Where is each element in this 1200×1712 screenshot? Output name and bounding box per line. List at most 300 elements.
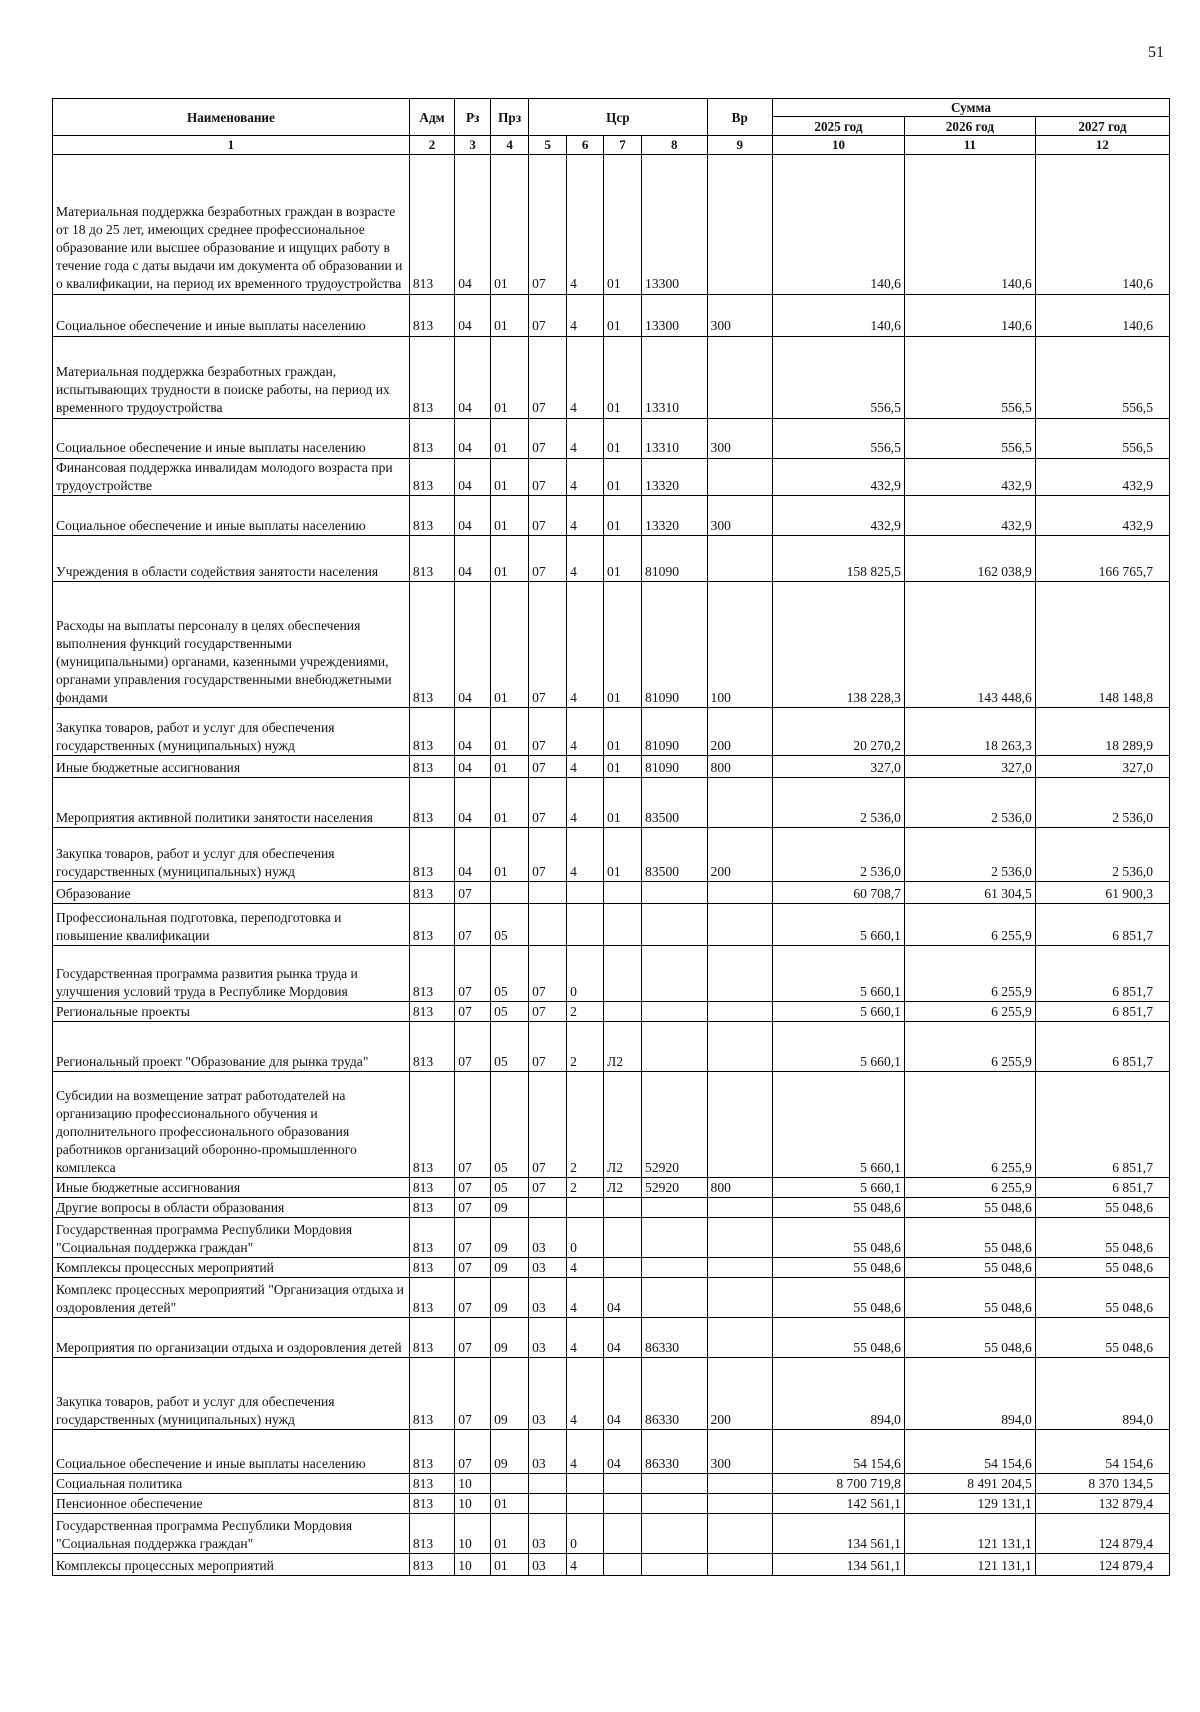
table-cell-sum-2027: 432,9 (1035, 496, 1169, 536)
table-cell-csr-direction (642, 1022, 707, 1072)
table-cell-adm: 813 (409, 1318, 454, 1358)
table-cell-adm: 813 (409, 1514, 454, 1554)
table-body (53, 136, 1170, 1576)
table-cell-csr-program: 03 (529, 1278, 567, 1318)
table-cell-prz (491, 1474, 529, 1494)
table-row (53, 904, 1170, 946)
table-cell-rz: 10 (455, 1554, 491, 1576)
table-cell-sum-2026: 140,6 (904, 154, 1035, 294)
column-number: 5 (529, 136, 567, 154)
column-number: 8 (642, 136, 707, 154)
table-cell-csr-type: 4 (567, 582, 604, 708)
table-cell-sum-2026: 556,5 (904, 418, 1035, 458)
table-cell-prz: 01 (491, 756, 529, 778)
table-cell-csr-program: 07 (529, 418, 567, 458)
table-cell-prz: 09 (491, 1430, 529, 1474)
table-cell-csr-subprogram (604, 1002, 642, 1022)
table-cell-sum-2027: 6 851,7 (1035, 1178, 1169, 1198)
table-cell-csr-program: 07 (529, 778, 567, 828)
table-cell-sum-2026: 162 038,9 (904, 536, 1035, 582)
table-cell-csr-direction: 52920 (642, 1178, 707, 1198)
table-cell-vr: 800 (707, 756, 772, 778)
table-cell-vr (707, 1474, 772, 1494)
table-cell-csr-type: 0 (567, 1218, 604, 1258)
table-cell-csr-program: 07 (529, 756, 567, 778)
table-cell-name: Иные бюджетные ассигнования (53, 756, 410, 778)
table-cell-rz: 04 (455, 336, 491, 418)
table-cell-csr-direction (642, 1474, 707, 1494)
table-cell-sum-2025: 55 048,6 (772, 1198, 904, 1218)
table-cell-sum-2026: 6 255,9 (904, 1022, 1035, 1072)
table-cell-name: Социальное обеспечение и иные выплаты населению (53, 496, 410, 536)
table-row (53, 1494, 1170, 1514)
table-cell-csr-type: 4 (567, 1358, 604, 1430)
table-cell-vr: 300 (707, 496, 772, 536)
table-cell-sum-2025: 134 561,1 (772, 1554, 904, 1576)
table-cell-sum-2025: 5 660,1 (772, 1178, 904, 1198)
table-row (53, 1218, 1170, 1258)
table-cell-csr-type: 4 (567, 1430, 604, 1474)
table-cell-vr (707, 1494, 772, 1514)
table-cell-csr-direction: 81090 (642, 756, 707, 778)
table-cell-csr-program: 03 (529, 1514, 567, 1554)
table-cell-csr-subprogram: 01 (604, 336, 642, 418)
table-cell-csr-program: 07 (529, 154, 567, 294)
table-cell-csr-type: 4 (567, 458, 604, 496)
table-cell-sum-2027: 148 148,8 (1035, 582, 1169, 708)
table-cell-csr-program: 03 (529, 1218, 567, 1258)
table-row (53, 582, 1170, 708)
table-cell-rz: 07 (455, 1022, 491, 1072)
table-row (53, 778, 1170, 828)
table-cell-csr-direction: 13320 (642, 458, 707, 496)
table-cell-sum-2025: 5 660,1 (772, 1022, 904, 1072)
table-cell-rz: 04 (455, 582, 491, 708)
table-cell-name: Государственная программа развития рынка труда и улучшения условий труда в Республике Мордовия (53, 946, 410, 1002)
table-cell-rz: 07 (455, 1430, 491, 1474)
table-cell-name: Расходы на выплаты персоналу в целях обеспечения выполнения функций государственными (муниципальными) органами, казенными учреждениями, органами управления государственными внебюджетными фондами (53, 582, 410, 708)
table-cell-prz: 01 (491, 496, 529, 536)
table-row (53, 882, 1170, 904)
table-cell-rz: 07 (455, 1318, 491, 1358)
table-cell-csr-subprogram: 01 (604, 458, 642, 496)
table-cell-csr-type (567, 1474, 604, 1494)
table-cell-rz: 04 (455, 458, 491, 496)
table-cell-vr (707, 946, 772, 1002)
table-cell-csr-subprogram: Л2 (604, 1022, 642, 1072)
table-cell-prz: 05 (491, 1072, 529, 1178)
table-cell-sum-2025: 894,0 (772, 1358, 904, 1430)
column-number: 2 (409, 136, 454, 154)
table-cell-vr (707, 1318, 772, 1358)
table-cell-csr-program: 07 (529, 336, 567, 418)
table-cell-vr: 200 (707, 828, 772, 882)
table-cell-sum-2026: 55 048,6 (904, 1218, 1035, 1258)
table-cell-adm: 813 (409, 1278, 454, 1318)
table-cell-csr-type: 4 (567, 294, 604, 336)
table-cell-name: Государственная программа Республики Мордовия "Социальная поддержка граждан" (53, 1514, 410, 1554)
table-cell-sum-2026: 54 154,6 (904, 1430, 1035, 1474)
table-cell-csr-type: 4 (567, 828, 604, 882)
table-row (53, 1474, 1170, 1494)
table-row (53, 458, 1170, 496)
table-row (53, 1554, 1170, 1576)
table-cell-adm: 813 (409, 418, 454, 458)
table-row (53, 154, 1170, 294)
table-cell-name: Учреждения в области содействия занятости населения (53, 536, 410, 582)
table-cell-csr-direction (642, 1198, 707, 1218)
table-cell-sum-2027: 132 879,4 (1035, 1494, 1169, 1514)
table-cell-csr-program: 07 (529, 708, 567, 756)
table-cell-csr-program: 07 (529, 1002, 567, 1022)
table-cell-csr-direction (642, 1278, 707, 1318)
table-cell-adm: 813 (409, 496, 454, 536)
table-cell-csr-type: 4 (567, 1318, 604, 1358)
table-cell-adm: 813 (409, 756, 454, 778)
table-cell-sum-2026: 55 048,6 (904, 1278, 1035, 1318)
table-cell-sum-2027: 6 851,7 (1035, 1022, 1169, 1072)
table-cell-rz: 07 (455, 1002, 491, 1022)
table-cell-csr-program: 03 (529, 1258, 567, 1278)
header-prz: Прз (491, 99, 529, 136)
table-cell-sum-2025: 140,6 (772, 294, 904, 336)
table-cell-sum-2025: 432,9 (772, 496, 904, 536)
table-cell-prz (491, 882, 529, 904)
header-vr: Вр (707, 99, 772, 136)
table-row (53, 1258, 1170, 1278)
table-cell-csr-program: 03 (529, 1318, 567, 1358)
table-cell-vr: 200 (707, 1358, 772, 1430)
table-cell-rz: 07 (455, 1218, 491, 1258)
header-year-2025: 2025 год (772, 117, 904, 136)
table-cell-csr-type: 4 (567, 418, 604, 458)
table-cell-vr (707, 1198, 772, 1218)
table-cell-csr-program: 07 (529, 946, 567, 1002)
table-cell-csr-program: 07 (529, 536, 567, 582)
column-number: 7 (604, 136, 642, 154)
table-cell-adm: 813 (409, 1002, 454, 1022)
header-year-2027: 2027 год (1035, 117, 1169, 136)
table-cell-prz: 01 (491, 154, 529, 294)
table-cell-csr-type: 4 (567, 756, 604, 778)
table-cell-adm: 813 (409, 154, 454, 294)
table-cell-csr-program: 07 (529, 582, 567, 708)
table-row (53, 418, 1170, 458)
table-cell-prz: 09 (491, 1198, 529, 1218)
table-cell-vr (707, 1072, 772, 1178)
table-cell-rz: 04 (455, 496, 491, 536)
table-cell-csr-subprogram: 01 (604, 154, 642, 294)
table-row (53, 1358, 1170, 1430)
table-cell-csr-program: 03 (529, 1430, 567, 1474)
table-cell-sum-2026: 61 304,5 (904, 882, 1035, 904)
table-cell-name: Комплексы процессных мероприятий (53, 1554, 410, 1576)
table-cell-prz: 09 (491, 1278, 529, 1318)
table-cell-sum-2026: 121 131,1 (904, 1514, 1035, 1554)
table-cell-rz: 10 (455, 1514, 491, 1554)
table-cell-sum-2027: 2 536,0 (1035, 828, 1169, 882)
table-cell-adm: 813 (409, 1474, 454, 1494)
table-cell-sum-2027: 327,0 (1035, 756, 1169, 778)
table-cell-csr-direction: 13310 (642, 336, 707, 418)
table-cell-name: Иные бюджетные ассигнования (53, 1178, 410, 1198)
table-row (53, 1430, 1170, 1474)
table-cell-csr-program (529, 904, 567, 946)
table-cell-rz: 04 (455, 536, 491, 582)
table-cell-name: Комплексы процессных мероприятий (53, 1258, 410, 1278)
table-cell-csr-type: 2 (567, 1022, 604, 1072)
column-number: 3 (455, 136, 491, 154)
table-cell-adm: 813 (409, 1022, 454, 1072)
table-row (53, 946, 1170, 1002)
table-cell-name: Материальная поддержка безработных граждан в возрасте от 18 до 25 лет, имеющих среднее профессиональное образование или высшее образование и ищущих работу в течение года с даты выдачи им документа об образовании и о квалификации, на период их временного трудоустройства (53, 154, 410, 294)
table-cell-csr-type: 4 (567, 1258, 604, 1278)
table-cell-csr-type (567, 904, 604, 946)
table-cell-rz: 07 (455, 1178, 491, 1198)
table-cell-name: Закупка товаров, работ и услуг для обеспечения государственных (муниципальных) нужд (53, 708, 410, 756)
table-cell-csr-type: 0 (567, 946, 604, 1002)
table-cell-csr-direction: 83500 (642, 778, 707, 828)
table-cell-csr-program: 07 (529, 496, 567, 536)
table-cell-prz: 01 (491, 294, 529, 336)
table-cell-sum-2026: 2 536,0 (904, 828, 1035, 882)
table-cell-sum-2025: 5 660,1 (772, 1002, 904, 1022)
table-cell-csr-direction: 81090 (642, 536, 707, 582)
table-cell-adm: 813 (409, 882, 454, 904)
table-cell-name: Мероприятия по организации отдыха и оздоровления детей (53, 1318, 410, 1358)
table-cell-csr-direction: 86330 (642, 1318, 707, 1358)
table-cell-csr-direction: 13310 (642, 418, 707, 458)
table-cell-csr-program: 07 (529, 1178, 567, 1198)
table-cell-csr-type: 4 (567, 336, 604, 418)
table-cell-csr-subprogram: 04 (604, 1430, 642, 1474)
table-cell-csr-program (529, 1474, 567, 1494)
table-cell-vr (707, 904, 772, 946)
table-cell-sum-2025: 55 048,6 (772, 1278, 904, 1318)
table-cell-rz: 04 (455, 778, 491, 828)
table-cell-csr-subprogram: 04 (604, 1278, 642, 1318)
table-cell-sum-2027: 124 879,4 (1035, 1514, 1169, 1554)
table-cell-csr-program (529, 882, 567, 904)
table-cell-name: Комплекс процессных мероприятий "Организация отдыха и оздоровления детей" (53, 1278, 410, 1318)
table-cell-vr: 300 (707, 418, 772, 458)
table-cell-csr-subprogram (604, 1198, 642, 1218)
table-cell-csr-subprogram: 01 (604, 708, 642, 756)
page-number: 51 (1148, 44, 1164, 61)
column-number: 1 (53, 136, 410, 154)
table-cell-vr (707, 1514, 772, 1554)
table-cell-prz: 01 (491, 828, 529, 882)
table-cell-prz: 05 (491, 1178, 529, 1198)
table-cell-csr-direction: 13300 (642, 154, 707, 294)
table-cell-sum-2027: 55 048,6 (1035, 1278, 1169, 1318)
table-cell-rz: 04 (455, 154, 491, 294)
table-cell-sum-2026: 140,6 (904, 294, 1035, 336)
table-cell-csr-subprogram (604, 1514, 642, 1554)
table-cell-sum-2025: 5 660,1 (772, 1072, 904, 1178)
table-cell-adm: 813 (409, 1258, 454, 1278)
table-cell-prz: 01 (491, 336, 529, 418)
table-cell-prz: 01 (491, 458, 529, 496)
table-cell-adm: 813 (409, 1554, 454, 1576)
table-cell-sum-2025: 556,5 (772, 336, 904, 418)
table-cell-sum-2027: 432,9 (1035, 458, 1169, 496)
table-cell-csr-type: 4 (567, 708, 604, 756)
table-cell-csr-direction (642, 1514, 707, 1554)
header-rz: Рз (455, 99, 491, 136)
table-cell-name: Субсидии на возмещение затрат работодателей на организацию профессионального обучения и дополнительного профессионального образования работников организаций оборонно-промышленного комплекса (53, 1072, 410, 1178)
table-cell-prz: 01 (491, 536, 529, 582)
table-cell-sum-2026: 432,9 (904, 496, 1035, 536)
table-cell-prz: 01 (491, 418, 529, 458)
table-cell-prz: 05 (491, 1022, 529, 1072)
table-cell-csr-direction (642, 1002, 707, 1022)
table-cell-sum-2026: 432,9 (904, 458, 1035, 496)
table-cell-csr-direction: 83500 (642, 828, 707, 882)
table-cell-adm: 813 (409, 708, 454, 756)
table-cell-sum-2025: 138 228,3 (772, 582, 904, 708)
table-cell-name: Социальное обеспечение и иные выплаты населению (53, 294, 410, 336)
table-cell-sum-2025: 432,9 (772, 458, 904, 496)
table-cell-sum-2025: 60 708,7 (772, 882, 904, 904)
table-cell-prz: 09 (491, 1258, 529, 1278)
table-cell-vr (707, 1554, 772, 1576)
table-cell-adm: 813 (409, 1494, 454, 1514)
table-cell-sum-2027: 556,5 (1035, 418, 1169, 458)
table-cell-sum-2027: 2 536,0 (1035, 778, 1169, 828)
table-cell-sum-2027: 61 900,3 (1035, 882, 1169, 904)
table-cell-name: Профессиональная подготовка, переподготовка и повышение квалификации (53, 904, 410, 946)
table-cell-sum-2025: 142 561,1 (772, 1494, 904, 1514)
table-cell-csr-type: 0 (567, 1514, 604, 1554)
table-cell-csr-subprogram (604, 882, 642, 904)
table-cell-name: Региональный проект "Образование для рынка труда" (53, 1022, 410, 1072)
table-cell-sum-2025: 556,5 (772, 418, 904, 458)
header-csr: Цср (529, 99, 707, 136)
table-cell-sum-2025: 134 561,1 (772, 1514, 904, 1554)
table-cell-sum-2026: 6 255,9 (904, 946, 1035, 1002)
table-cell-adm: 813 (409, 336, 454, 418)
table-cell-csr-direction: 13300 (642, 294, 707, 336)
table-cell-vr (707, 1278, 772, 1318)
table-cell-sum-2025: 55 048,6 (772, 1218, 904, 1258)
table-cell-sum-2026: 129 131,1 (904, 1494, 1035, 1514)
table-cell-sum-2026: 6 255,9 (904, 1002, 1035, 1022)
table-cell-csr-type: 4 (567, 536, 604, 582)
table-cell-adm: 813 (409, 904, 454, 946)
table-cell-csr-program: 07 (529, 294, 567, 336)
table-cell-rz: 07 (455, 1198, 491, 1218)
table-cell-sum-2026: 18 263,3 (904, 708, 1035, 756)
table-cell-prz: 01 (491, 1494, 529, 1514)
table-cell-csr-program: 07 (529, 828, 567, 882)
table-cell-name: Материальная поддержка безработных граждан, испытывающих трудности в поиске работы, на период их временного трудоустройства (53, 336, 410, 418)
table-cell-name: Закупка товаров, работ и услуг для обеспечения государственных (муниципальных) нужд (53, 1358, 410, 1430)
table-cell-csr-direction (642, 1494, 707, 1514)
table-cell-rz: 07 (455, 1258, 491, 1278)
table-cell-csr-program: 07 (529, 1022, 567, 1072)
table-row (53, 1318, 1170, 1358)
table-cell-csr-type (567, 1494, 604, 1514)
table-cell-sum-2027: 124 879,4 (1035, 1554, 1169, 1576)
table-cell-csr-subprogram: Л2 (604, 1178, 642, 1198)
table-cell-csr-program: 07 (529, 458, 567, 496)
table-cell-vr: 300 (707, 294, 772, 336)
table-cell-adm: 813 (409, 946, 454, 1002)
table-cell-csr-direction (642, 946, 707, 1002)
table-cell-rz: 04 (455, 708, 491, 756)
table-cell-vr (707, 778, 772, 828)
table-cell-vr (707, 1002, 772, 1022)
column-number: 4 (491, 136, 529, 154)
header-year-2026: 2026 год (904, 117, 1035, 136)
table-cell-sum-2025: 5 660,1 (772, 946, 904, 1002)
table-cell-csr-subprogram (604, 1474, 642, 1494)
table-cell-vr: 100 (707, 582, 772, 708)
column-number: 9 (707, 136, 772, 154)
table-cell-csr-subprogram: 01 (604, 294, 642, 336)
table-cell-csr-type (567, 882, 604, 904)
table-row (53, 708, 1170, 756)
table-row (53, 1022, 1170, 1072)
table-cell-csr-direction (642, 882, 707, 904)
table-cell-csr-subprogram: Л2 (604, 1072, 642, 1178)
table-cell-vr (707, 336, 772, 418)
table-cell-prz: 01 (491, 708, 529, 756)
table-cell-prz: 01 (491, 582, 529, 708)
table-cell-prz: 09 (491, 1318, 529, 1358)
table-cell-csr-subprogram (604, 1554, 642, 1576)
table-cell-name: Пенсионное обеспечение (53, 1494, 410, 1514)
table-cell-sum-2027: 6 851,7 (1035, 946, 1169, 1002)
column-number: 6 (567, 136, 604, 154)
table-cell-prz: 01 (491, 1554, 529, 1576)
table-cell-sum-2025: 327,0 (772, 756, 904, 778)
table-cell-sum-2027: 55 048,6 (1035, 1258, 1169, 1278)
table-cell-sum-2026: 55 048,6 (904, 1318, 1035, 1358)
table-cell-rz: 07 (455, 1278, 491, 1318)
table-cell-sum-2025: 5 660,1 (772, 904, 904, 946)
table-cell-sum-2026: 6 255,9 (904, 1178, 1035, 1198)
table-cell-sum-2025: 54 154,6 (772, 1430, 904, 1474)
table-row (53, 1178, 1170, 1198)
table-cell-sum-2027: 140,6 (1035, 154, 1169, 294)
table-cell-sum-2027: 6 851,7 (1035, 1002, 1169, 1022)
table-cell-csr-direction: 86330 (642, 1430, 707, 1474)
column-number: 10 (772, 136, 904, 154)
budget-table (52, 98, 1170, 1576)
table-cell-csr-program: 03 (529, 1554, 567, 1576)
table-cell-csr-direction: 86330 (642, 1358, 707, 1430)
table-cell-sum-2026: 2 536,0 (904, 778, 1035, 828)
table-cell-vr (707, 882, 772, 904)
table-cell-csr-type (567, 1198, 604, 1218)
table-cell-prz: 05 (491, 904, 529, 946)
table-cell-csr-subprogram: 01 (604, 496, 642, 536)
table-row (53, 336, 1170, 418)
table-cell-csr-direction (642, 1258, 707, 1278)
table-cell-csr-type: 2 (567, 1002, 604, 1022)
table-cell-csr-direction (642, 1554, 707, 1576)
column-number-row (53, 136, 1170, 154)
table-cell-sum-2025: 140,6 (772, 154, 904, 294)
table-cell-rz: 04 (455, 418, 491, 458)
header-adm: Адм (409, 99, 454, 136)
table-cell-sum-2025: 55 048,6 (772, 1258, 904, 1278)
table-cell-csr-program: 07 (529, 1072, 567, 1178)
table-cell-sum-2027: 54 154,6 (1035, 1430, 1169, 1474)
table-cell-adm: 813 (409, 294, 454, 336)
